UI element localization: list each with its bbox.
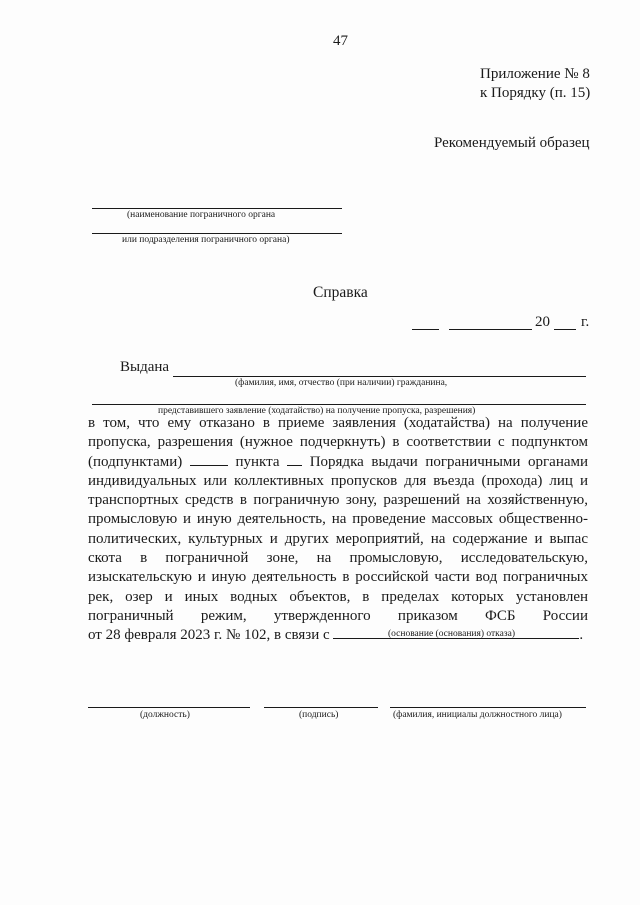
issued-label: Выдана (120, 359, 170, 375)
body-line-end: . (579, 627, 584, 644)
date-year-blank (554, 329, 576, 330)
body-line: скота в пограничной зоне, на промысловую, исследовательскую, (88, 550, 588, 567)
date-day-blank (412, 329, 439, 330)
name-line (390, 707, 586, 708)
issued-caption-1: (фамилия, имя, отчество (при наличии) гражданина, (235, 378, 448, 388)
name-caption: (фамилия, инициалы должностного лица) (393, 710, 562, 720)
document-title: Справка (313, 284, 368, 301)
date-year-prefix: 20 (535, 314, 550, 330)
position-line (88, 707, 250, 708)
appendix-line-2: к Порядку (п. 15) (480, 85, 591, 101)
signature-line (264, 707, 378, 708)
appendix-line-1: Приложение № 8 (480, 66, 590, 82)
body-line: политических, культурных и других мероприятий, на содержание и выпас (88, 530, 588, 547)
body-line: пропуска, разрешения (нужное подчеркнуть) в соответствии с подпунктом (88, 434, 588, 451)
body-line: индивидуальных или коллективных пропусков для въезда (прохода) лиц и (88, 472, 588, 489)
point-blank (287, 453, 302, 466)
date-year-suffix: г. (581, 314, 590, 330)
authority-caption-1: (наименование пограничного органа (127, 210, 276, 220)
body-line: в том, что ему отказано в приеме заявления (ходатайства) на получение (88, 415, 588, 431)
body-line-part: Порядка выдачи пограничными органами (309, 453, 589, 470)
body-line: изыскательскую и иную деятельность в российской части вод пограничных (88, 569, 588, 586)
signature-caption: (подпись) (299, 710, 339, 720)
issued-line-1 (173, 376, 586, 377)
body-line-part: пункта (235, 453, 280, 470)
issued-line-2 (92, 404, 586, 405)
position-caption: (должность) (140, 710, 190, 720)
body-line: промысловую и иную деятельность, на проведение массовых общественно- (88, 511, 588, 528)
authority-line-2 (92, 233, 342, 234)
date-month-blank (449, 329, 532, 330)
authority-line-1 (92, 208, 342, 209)
subpoint-blank (190, 453, 228, 466)
reason-caption: (основание (основания) отказа) (388, 629, 515, 639)
body-line-part: от 28 февраля 2023 г. № 102, в связи с (88, 627, 330, 644)
body-line-subpoints (88, 453, 588, 472)
refusal-body-text (88, 414, 588, 646)
body-line: транспортных средств в пограничную зону, разрешений на хозяйственную, (88, 492, 588, 509)
page-number: 47 (333, 33, 348, 49)
body-line: пограничный режим, утвержденного приказом ФСБ России (88, 607, 588, 624)
authority-caption-2: или подразделения пограничного органа) (122, 235, 290, 245)
body-line-part: (подпунктами) (88, 453, 183, 470)
body-line: рек, озер и иных водных объектов, в пределах которых установлен (88, 588, 588, 605)
issued-caption-2: представившего заявление (ходатайство) на получение пропуска, разрешения) (158, 406, 476, 416)
sample-label: Рекомендуемый образец (434, 135, 590, 151)
